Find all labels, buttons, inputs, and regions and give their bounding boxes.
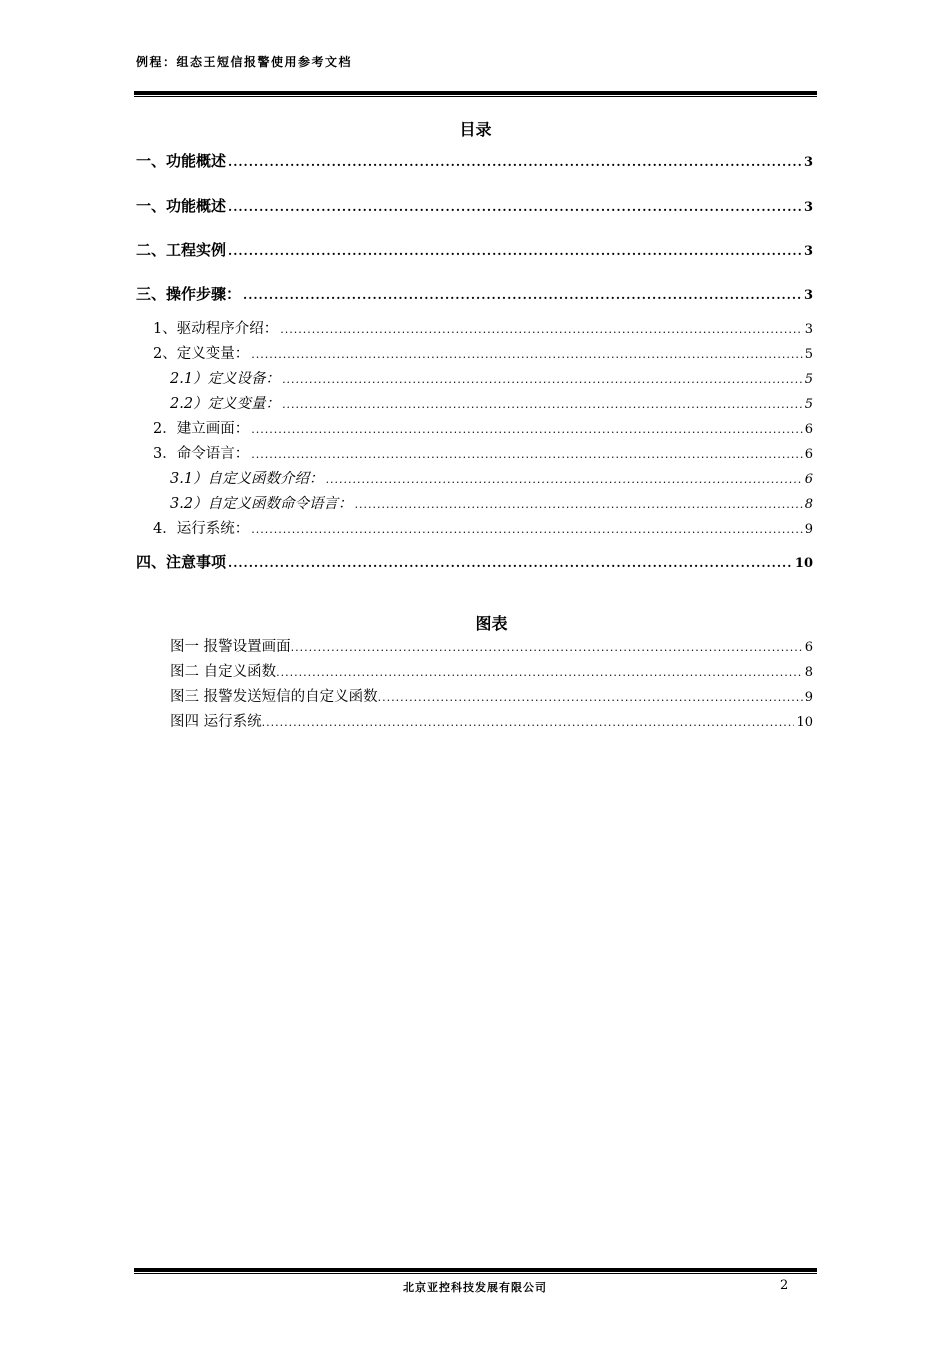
footer-company-name: 北京亚控科技发展有限公司 [403, 1281, 547, 1294]
toc-entry-page: 9 [804, 522, 813, 537]
figure-entry-label: 图一 报警设置画面 [170, 639, 291, 655]
toc-entry[interactable] [136, 239, 813, 260]
toc-leader-dots [243, 288, 802, 302]
toc-entry[interactable] [153, 442, 813, 463]
figure-leader-dots [276, 666, 803, 679]
figure-entry[interactable] [170, 710, 813, 731]
figure-entry[interactable] [170, 685, 813, 706]
toc-leader-dots [326, 473, 803, 486]
figure-entry-page: 10 [796, 715, 813, 730]
figure-entry-label: 图二 自定义函数 [170, 664, 277, 680]
toc-entry-page: 6 [804, 472, 813, 487]
toc-entry-label: 一、功能概述 [136, 152, 227, 170]
toc-entry-page: 5 [804, 397, 813, 412]
toc-leader-dots [251, 423, 802, 436]
toc-entry-page: 6 [804, 447, 813, 462]
toc-entry-page: 5 [804, 347, 813, 362]
toc-leader-dots [355, 498, 803, 511]
toc-entry-label: 2.1）定义设备： [170, 371, 281, 387]
toc-entry[interactable] [136, 283, 813, 304]
footer-rule-thick [134, 1268, 817, 1272]
footer-page-number: 2 [780, 1278, 789, 1293]
toc-entry-label: 三、操作步骤： [136, 285, 242, 303]
figure-entry-label: 图三 报警发送短信的自定义函数 [170, 689, 378, 705]
header-rule-thin [134, 96, 817, 97]
toc-entry-label: 2.2）定义变量： [170, 396, 281, 412]
figure-entry-label: 图四 运行系统 [170, 714, 262, 730]
toc-entry-label: 1、驱动程序介绍： [153, 321, 279, 337]
toc-leader-dots [282, 373, 803, 386]
toc-entry[interactable] [136, 150, 813, 171]
figure-entry[interactable] [170, 635, 813, 656]
toc-entry[interactable] [170, 467, 813, 488]
toc-entry-page: 5 [804, 372, 813, 387]
figure-entry-page: 6 [804, 640, 813, 655]
toc-entry-label: 4．运行系统： [153, 521, 250, 537]
toc-entry-label: 四、注意事项 [136, 553, 227, 571]
toc-entry-label: 2、定义变量： [153, 346, 250, 362]
toc-entry-label: 3．命令语言： [153, 446, 250, 462]
figure-entry-page: 8 [804, 665, 813, 680]
toc-entry-page: 8 [804, 497, 813, 512]
toc-entry-page: 3 [804, 322, 813, 337]
toc-entry[interactable] [153, 317, 813, 338]
toc-entry-page: 10 [794, 556, 813, 571]
toc-entry-page: 3 [803, 244, 813, 259]
toc-entry[interactable] [136, 551, 813, 572]
toc-leader-dots [228, 155, 802, 169]
toc-entry-page: 3 [803, 288, 813, 303]
toc-entry-label: 3.1）自定义函数介绍： [170, 471, 324, 487]
toc-title: 目录 [459, 120, 492, 139]
toc-leader-dots [228, 200, 802, 214]
toc-entry[interactable] [170, 392, 813, 413]
toc-entry[interactable] [153, 517, 813, 538]
toc-entry[interactable] [153, 342, 813, 363]
toc-leader-dots [251, 348, 802, 361]
toc-entry-label: 2．建立画面： [153, 421, 250, 437]
toc-leader-dots [228, 244, 802, 258]
toc-entry[interactable] [153, 417, 813, 438]
toc-leader-dots [280, 323, 802, 336]
toc-entry[interactable] [136, 195, 813, 216]
toc-entry-page: 3 [803, 155, 813, 170]
toc-leader-dots [228, 556, 793, 570]
figure-entry[interactable] [170, 660, 813, 681]
figure-leader-dots [262, 716, 795, 729]
toc-entry-page: 3 [803, 200, 813, 215]
toc-entry-label: 一、功能概述 [136, 197, 227, 215]
toc-entry-label: 3.2）自定义函数命令语言： [170, 496, 353, 512]
toc-entry-page: 6 [804, 422, 813, 437]
toc-entry[interactable] [170, 492, 813, 513]
figure-entry-page: 9 [804, 690, 813, 705]
figures-title: 图表 [475, 614, 508, 633]
toc-leader-dots [251, 523, 802, 536]
page-header-title: 例程：组态王短信报警使用参考文档 [136, 55, 353, 69]
figure-leader-dots [378, 691, 803, 704]
toc-entry-label: 二、工程实例 [136, 241, 227, 259]
toc-leader-dots [251, 448, 802, 461]
toc-entry[interactable] [170, 367, 813, 388]
figure-leader-dots [291, 641, 803, 654]
header-rule-thick [134, 91, 817, 95]
toc-leader-dots [282, 398, 803, 411]
footer-rule-thin [134, 1273, 817, 1274]
